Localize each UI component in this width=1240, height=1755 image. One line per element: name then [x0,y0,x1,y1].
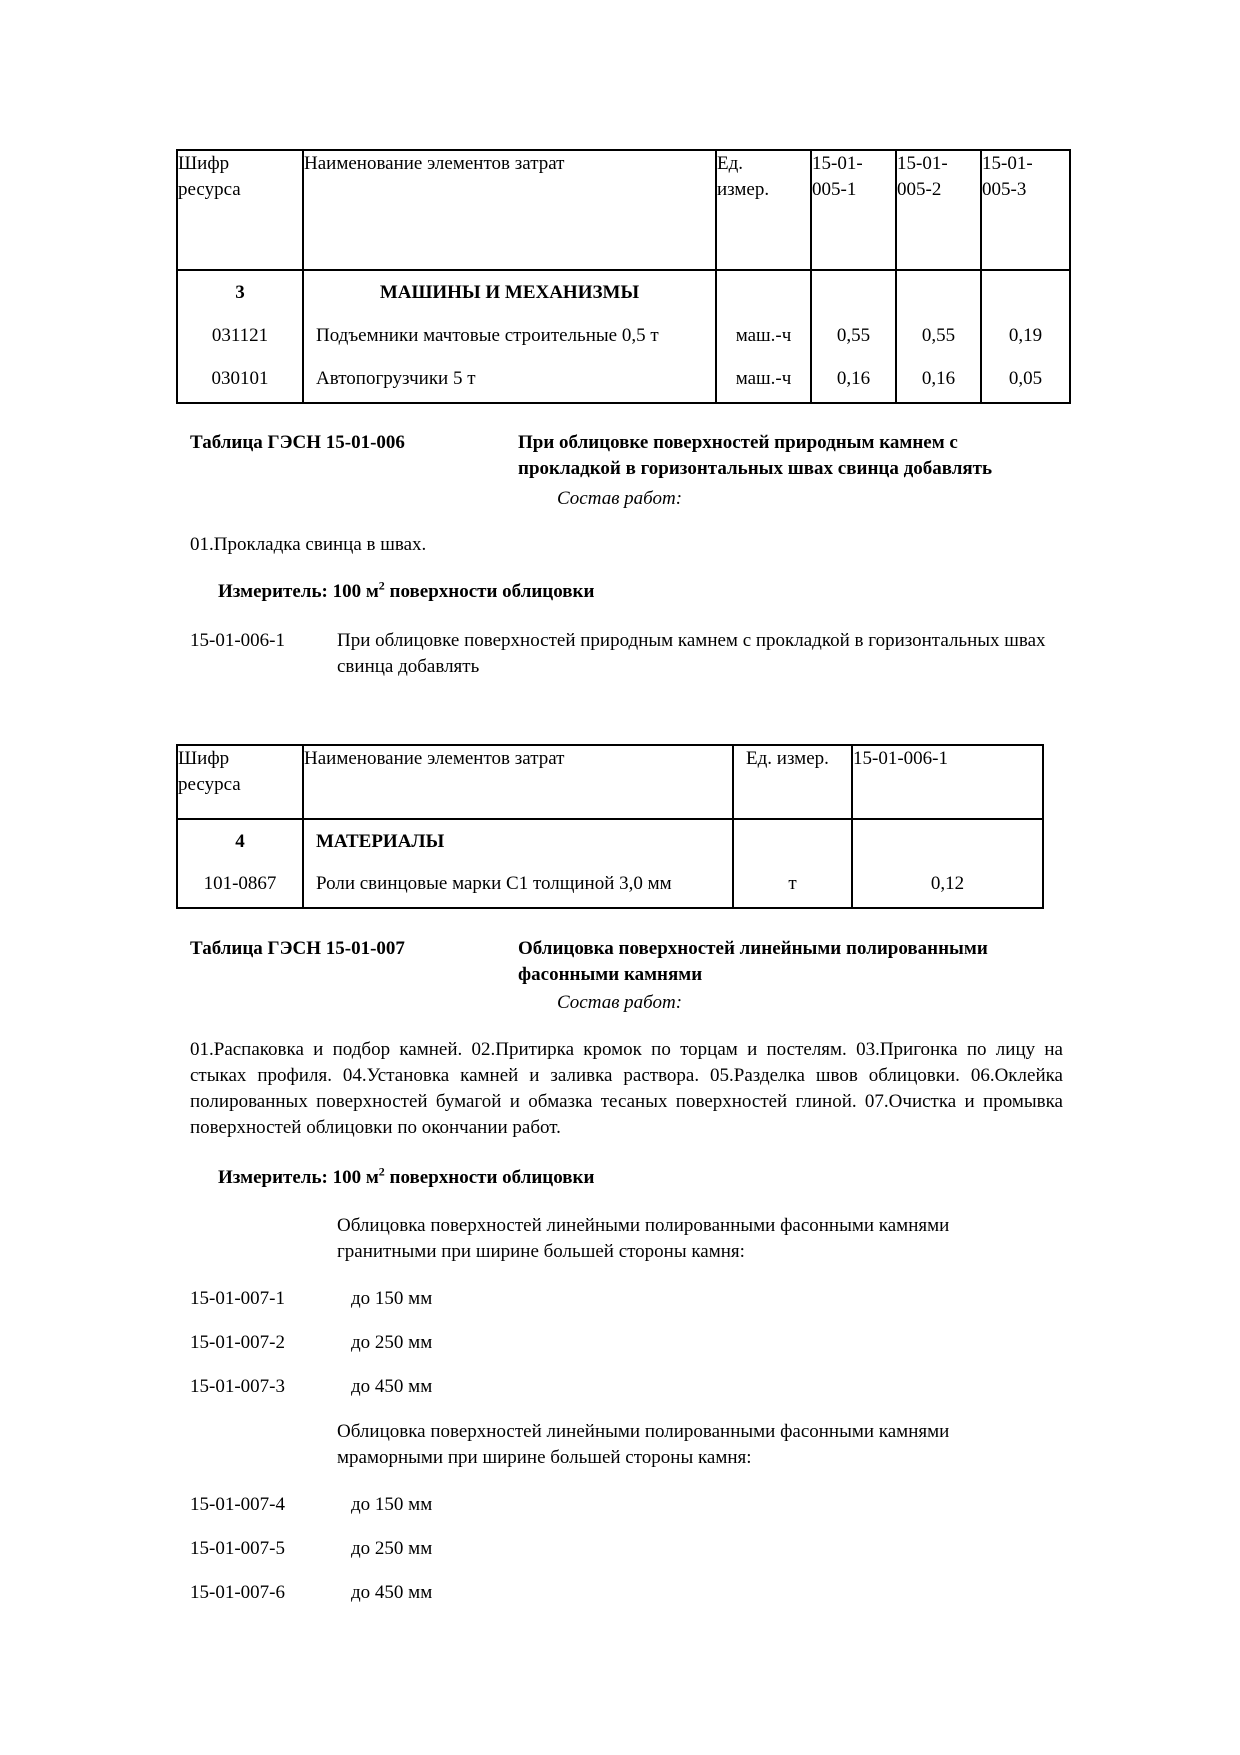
resource-code: 030101 [177,358,303,403]
norm-value: 0,55 [811,314,896,358]
table-title: Облицовка поверхностей линейными полированными фасонными камнями [518,938,988,985]
works-list: 01.Прокладка свинца в швах. [190,534,427,555]
header-resource-code: Шифр ресурса [177,745,303,819]
composition-label: Состав работ: [557,488,683,509]
resource-name: Роли свинцовые марки С1 толщиной 3,0 мм [303,863,733,908]
norm-value: 0,12 [852,863,1043,908]
norm-value: 0,05 [981,358,1070,403]
section-row [177,270,1070,314]
item-code: 15-01-007-4 [190,1494,285,1515]
table-row [177,863,1043,908]
item-description: до 450 мм [351,1582,433,1603]
resource-code: 101-0867 [177,863,303,908]
composition-label: Состав работ: [557,992,683,1013]
item-description: При облицовке поверхностей природным камнем с прокладкой в горизонтальных швах свинца добавлять [337,630,1046,677]
header-resource-code: Шифр ресурса [177,150,303,270]
resource-name: Автопогрузчики 5 т [303,358,716,403]
item-description: до 450 мм [351,1376,433,1397]
table-label: Таблица ГЭСН 15-01-007 [190,938,405,959]
group-intro: Облицовка поверхностей линейными полированными фасонными камнями гранитными при ширине большей стороны камня: [337,1215,950,1262]
table-title: При облицовке поверхностей природным камнем с прокладкой в горизонтальных швах свинца добавлять [518,432,993,479]
section-name: МАТЕРИАЛЫ [303,819,733,863]
resource-code: 031121 [177,314,303,358]
item-code: 15-01-007-2 [190,1332,285,1353]
item-description: до 250 мм [351,1332,433,1353]
header-cost-elements: Наименование элементов затрат [303,745,733,819]
section-row [177,819,1043,863]
group-intro: Облицовка поверхностей линейными полированными фасонными камнями мраморными при ширине большей стороны камня: [337,1421,950,1468]
item-code: 15-01-006-1 [190,630,285,651]
header-unit: Ед. измер. [716,150,811,270]
unit-value: маш.-ч [716,358,811,403]
meter-line: Измеритель: 100 $м^2$ поверхности облицовки [218,1164,595,1188]
table-row [177,358,1070,403]
section-name: МАШИНЫ И МЕХАНИЗМЫ [303,270,716,314]
item-code: 15-01-007-6 [190,1582,285,1603]
header-norm-15-01-005-3: 15-01- 005-3 [981,150,1070,270]
item-description: до 150 мм [351,1288,433,1309]
meter-line: Измеритель: 100 $м^2$ поверхности облицовки [218,578,595,602]
resource-table-materials [176,744,1044,909]
item-description: до 250 мм [351,1538,433,1559]
section-code: 4 [177,819,303,863]
header-unit: Ед. измер. [733,745,852,819]
norm-value: 0,19 [981,314,1070,358]
item-code: 15-01-007-3 [190,1376,285,1397]
norm-value: 0,16 [896,358,981,403]
item-code: 15-01-007-5 [190,1538,285,1559]
resource-name: Подъемники мачтовые строительные 0,5 т [303,314,716,358]
table-row [177,314,1070,358]
item-description: до 150 мм [351,1494,433,1515]
section-code: 3 [177,270,303,314]
item-code: 15-01-007-1 [190,1288,285,1309]
works-list: 01.Распаковка и подбор камней. 02.Притирка кромок по торцам и постелям. 03.Пригонка по лицу на стыках профиля. 04.Установка камней и заливка раствора. 05.Разделка швов облицовки. 06.Оклейка полированных поверхностей бумагой и обмазка тесаных поверхностей глиной. 07.Очистка и промывка поверхностей облицовки по окончании работ. [190,1039,1063,1138]
unit-value: маш.-ч [716,314,811,358]
header-norm-15-01-006-1: 15-01-006-1 [852,745,1043,819]
header-norm-15-01-005-1: 15-01- 005-1 [811,150,896,270]
header-cost-elements: Наименование элементов затрат [303,150,716,270]
norm-value: 0,16 [811,358,896,403]
table-label: Таблица ГЭСН 15-01-006 [190,432,405,453]
header-norm-15-01-005-2: 15-01- 005-2 [896,150,981,270]
norm-value: 0,55 [896,314,981,358]
resource-table-machines [176,149,1071,404]
unit-value: т [733,863,852,908]
